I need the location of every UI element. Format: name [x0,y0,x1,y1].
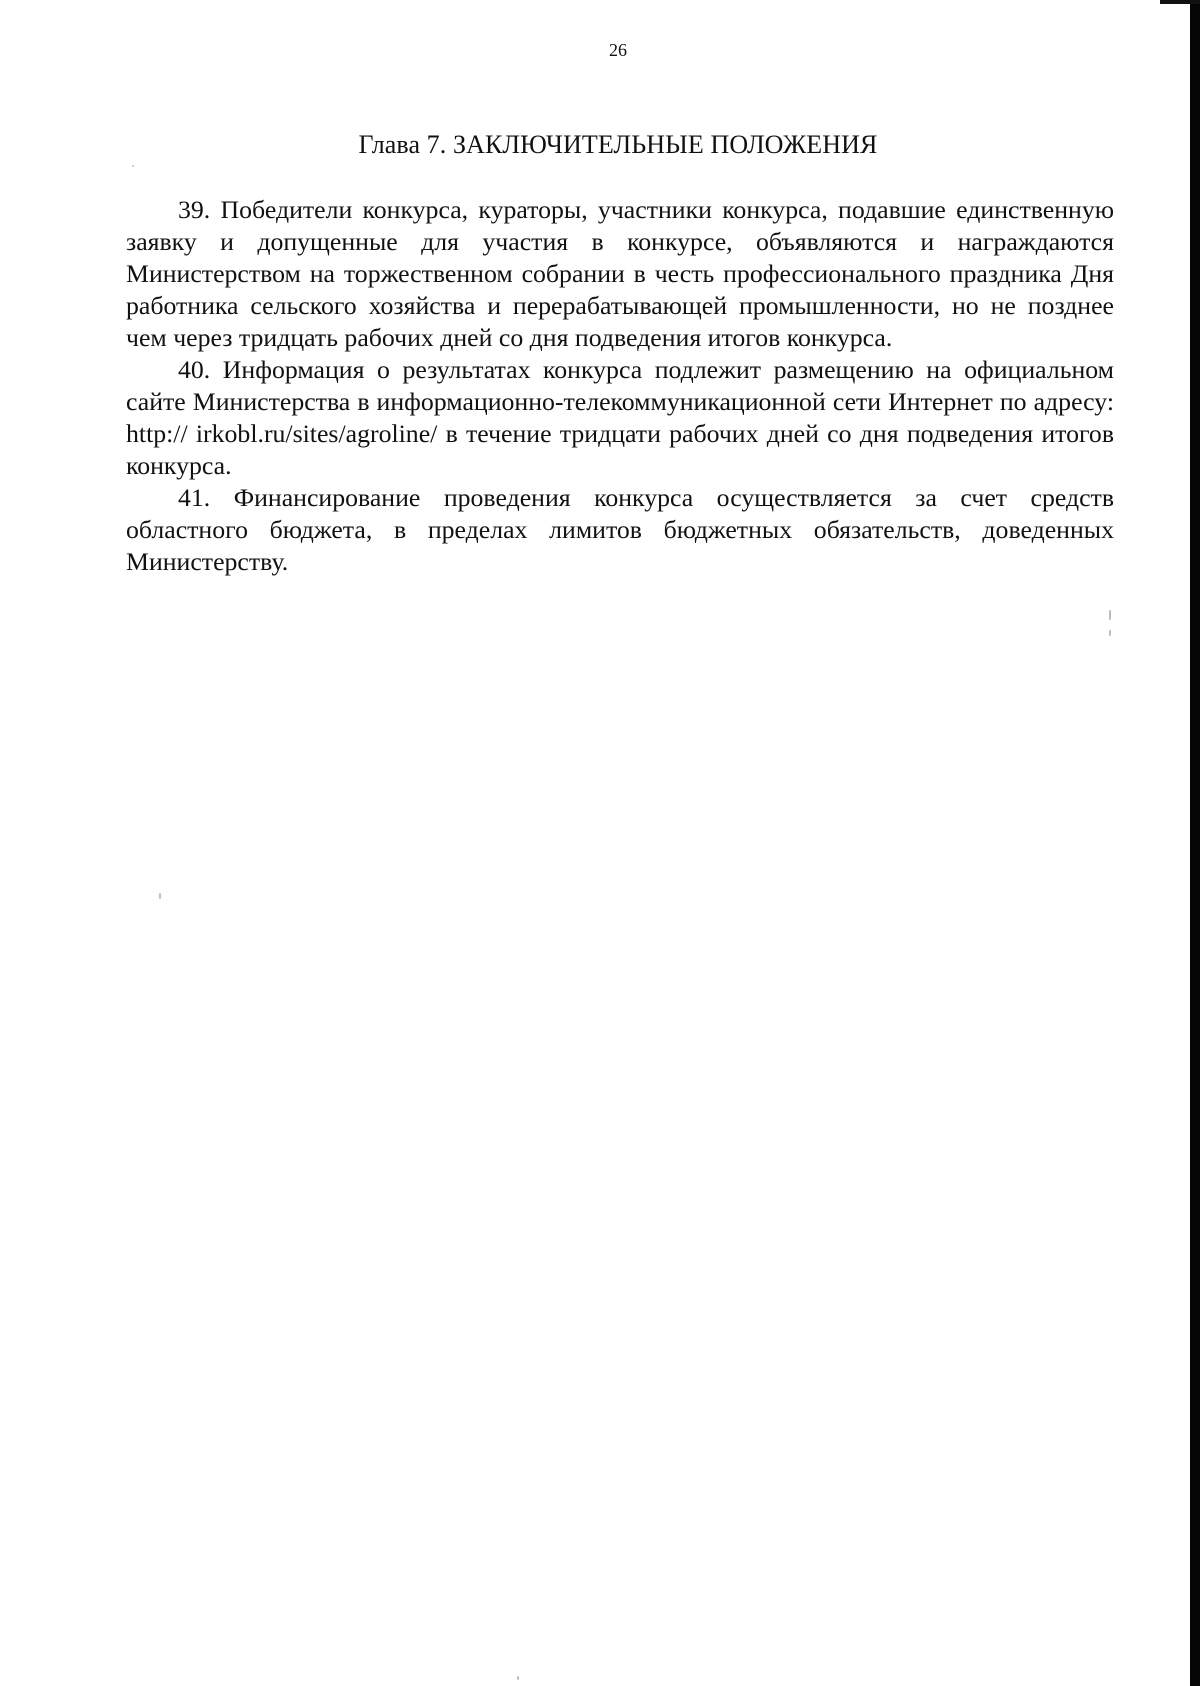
scan-edge-mark [1160,0,1200,4]
scan-speck [1109,630,1111,636]
page-number: 26 [609,40,627,60]
scan-speck [159,893,161,899]
paragraph-40: 40. Информация о результатах конкурса подлежит размещению на официальном сайте Министерства в информационно-телекоммуникационной сети Интернет по адресу: http:// irkobl.ru/sites/agroline/ в течение тридцати рабочих дней со дня подведения итогов конкурса. [126,355,1114,480]
document-body [126,194,1114,578]
scan-speck [132,165,134,167]
paragraph-39: 39. Победители конкурса, кураторы, участники конкурса, подавшие единственную заявку и допущенные для участия в конкурсе, объявляются и награждаются Министерством на торжественном собрании в честь профессионального праздника Дня работника сельского хозяйства и перерабатывающей промышленности, но не позднее чем через тридцать рабочих дней со дня подведения итогов конкурса. [126,195,1114,352]
paragraph-41: 41. Финансирование проведения конкурса осуществляется за счет средств областного бюджета, в пределах лимитов бюджетных обязательств, доведенных Министерству. [126,483,1114,576]
scan-speck [517,1676,519,1680]
scan-speck [1109,610,1111,620]
chapter-title: Глава 7. ЗАКЛЮЧИТЕЛЬНЫЕ ПОЛОЖЕНИЯ [358,130,878,159]
scan-edge-shadow [1190,0,1200,1686]
